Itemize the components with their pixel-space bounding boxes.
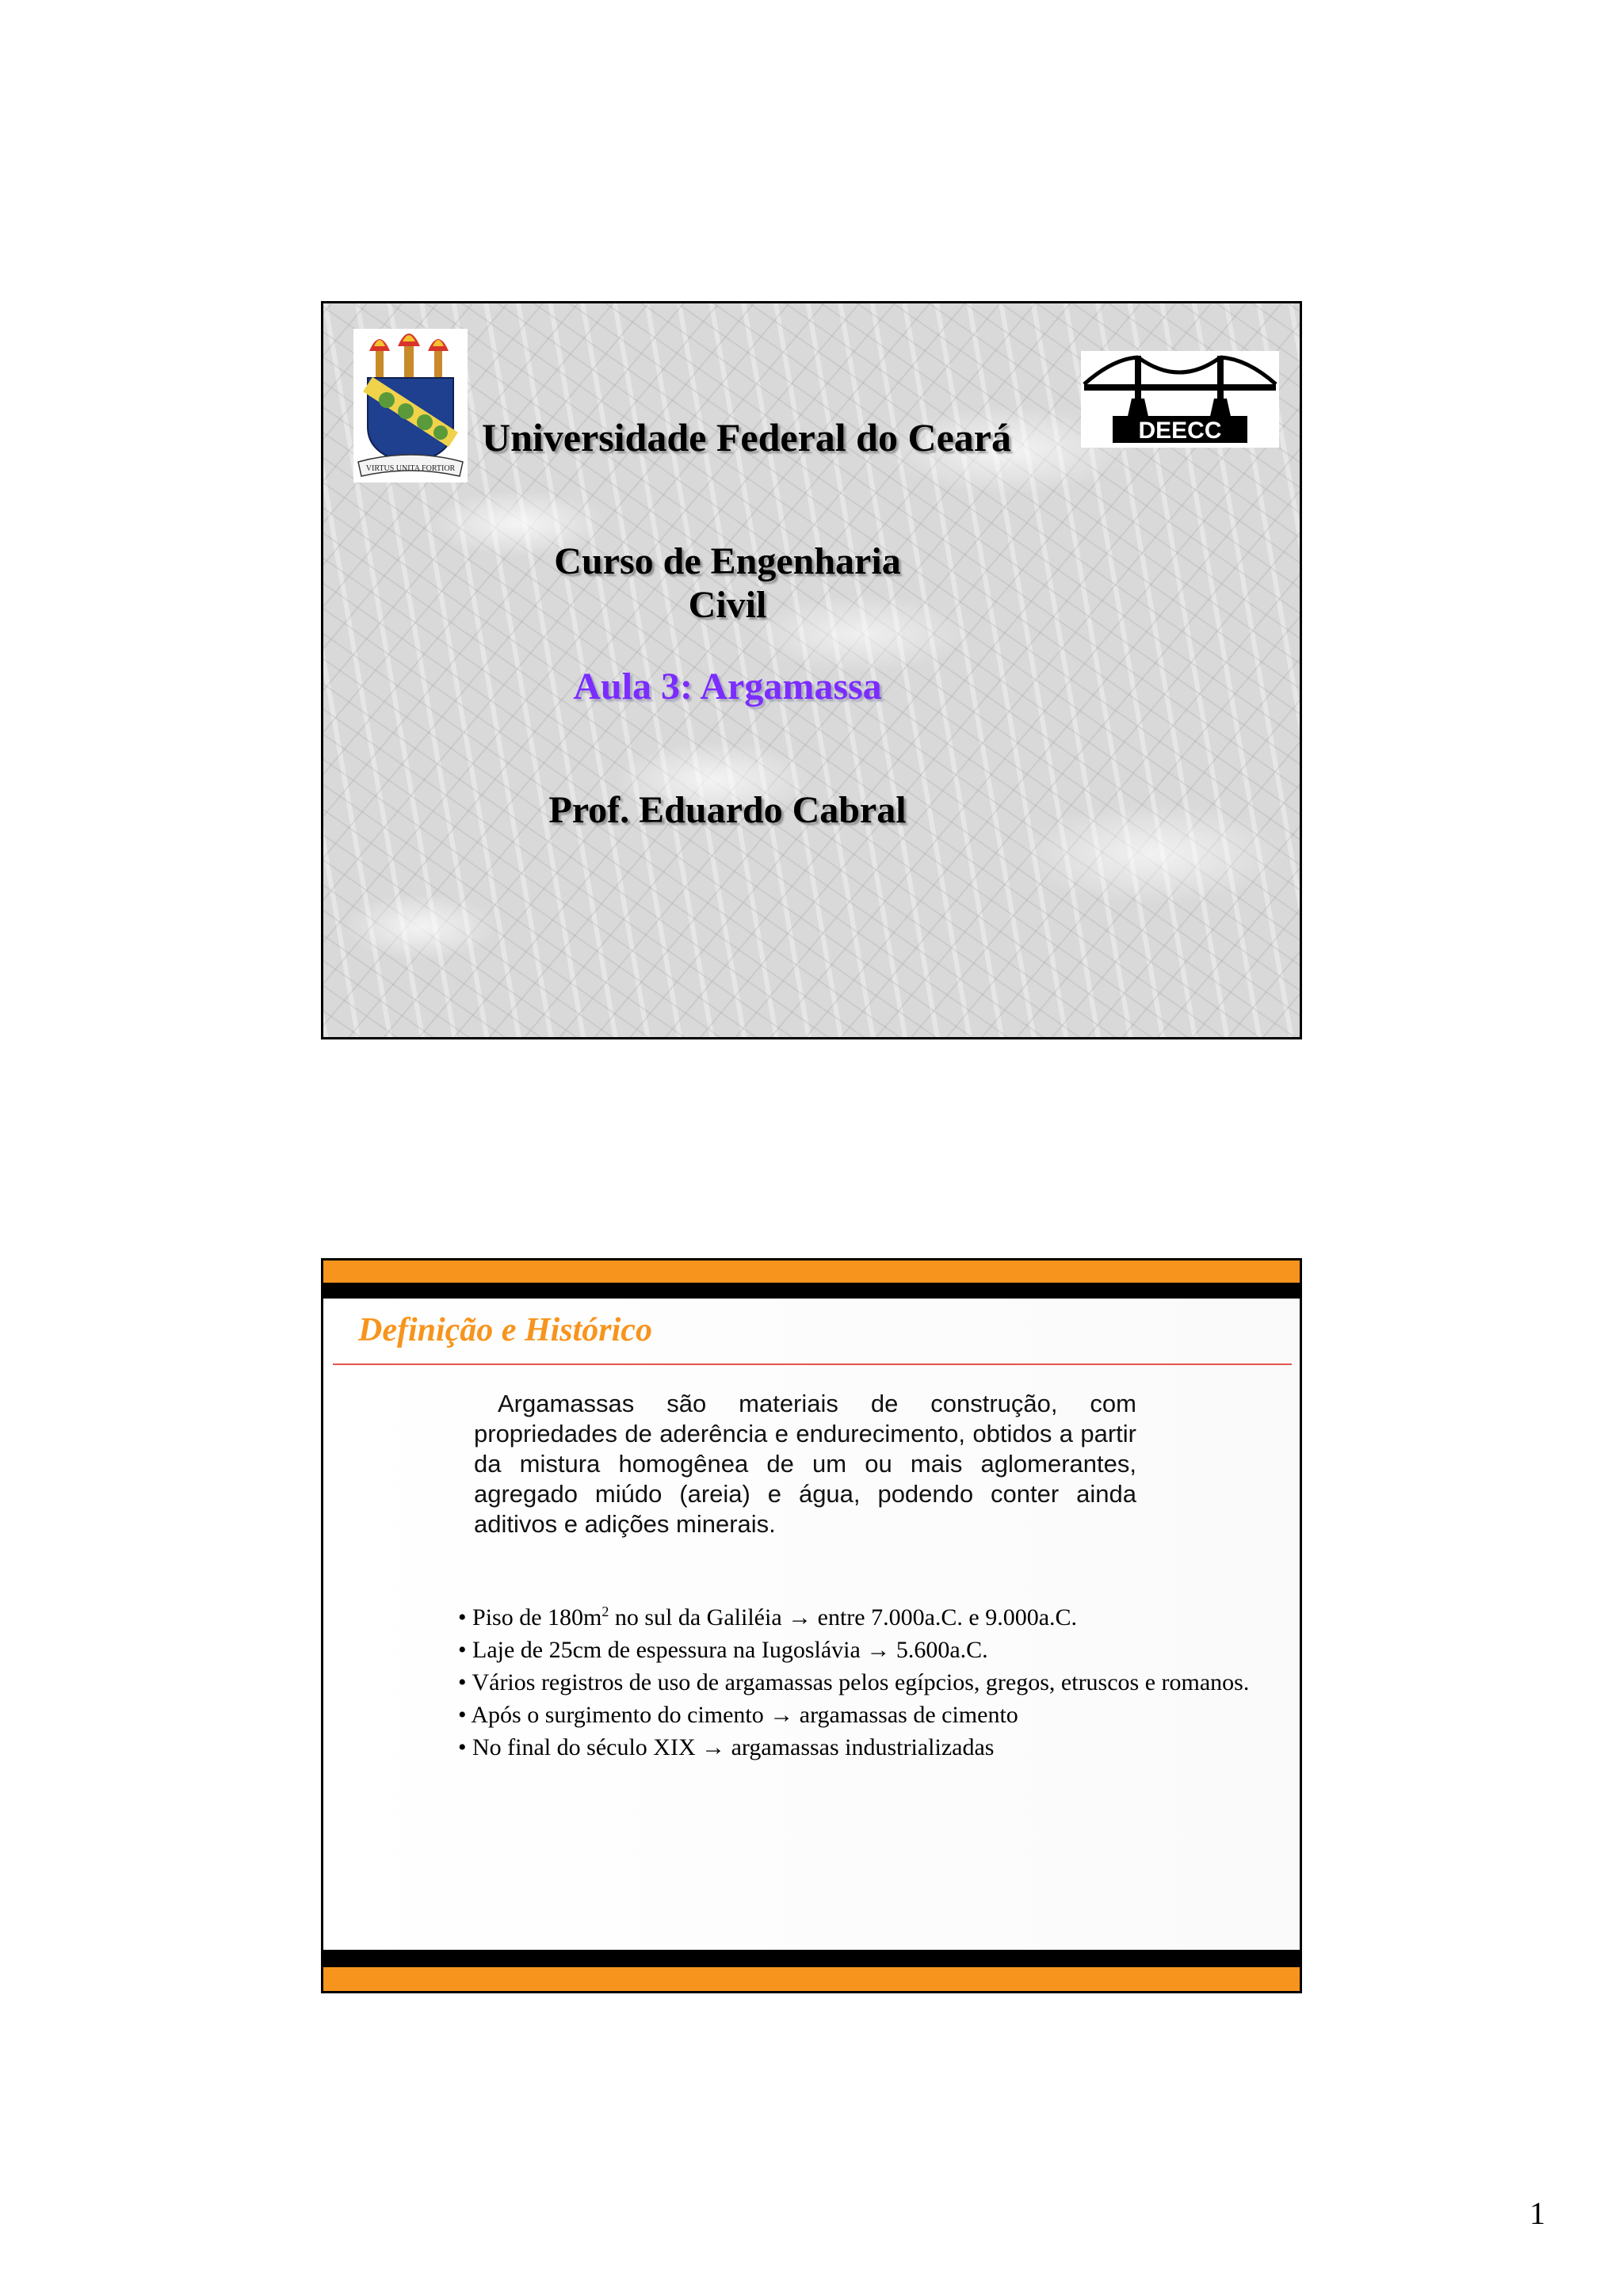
list-item: • Vários registros de uso de argamassas pelos egípcios, gregos, etruscos e romanos. [458, 1669, 1250, 1695]
bottom-black-bar [323, 1950, 1300, 1967]
torch-icon [369, 334, 449, 381]
heading-divider [333, 1363, 1292, 1365]
page-number: 1 [1529, 2195, 1545, 2231]
deecc-bridge-logo [1081, 351, 1279, 448]
top-orange-bar [323, 1261, 1300, 1283]
svg-text:VIRTUS UNITA FORTIOR: VIRTUS UNITA FORTIOR [365, 464, 456, 473]
course-title: Curso de Engenharia Civil [554, 540, 901, 626]
lesson-title: Aula 3: Argamassa [573, 666, 882, 707]
top-black-bar [323, 1283, 1300, 1299]
list-item: • Laje de 25cm de espessura na Iugoslávia → 5.600a.C. [458, 1637, 988, 1663]
title-slide [321, 301, 1302, 1039]
list-item: • No final do século XIX → argamassas industrializadas [458, 1734, 995, 1760]
list-item: • Piso de $180m^2$ no sul da Galiléia → entre 7.000a.C. e 9.000a.C. [458, 1604, 1078, 1630]
slide-heading: Definição e Histórico [358, 1312, 652, 1348]
list-item: • Após o surgimento do cimento → argamassas de cimento [458, 1702, 1018, 1728]
definition-paragraph: Argamassas são materiais de construção, com propriedades de aderência e endurecimento, obtidos a partir da mistura homogênea de um ou mais aglomerantes, agregado miúdo (areia) e água, podendo conter ainda aditivos e adições minerais. [474, 1390, 1136, 1538]
content-slide [321, 1258, 1302, 1993]
bottom-orange-bar [323, 1967, 1300, 1991]
university-title: Universidade Federal do Ceará [482, 415, 1011, 460]
professor-name: Prof. Eduardo Cabral [548, 789, 907, 831]
ufc-coat-of-arms-logo [353, 329, 468, 482]
history-bullet-list [458, 1601, 1282, 1764]
svg-text:DEECC: DEECC [1138, 418, 1222, 444]
